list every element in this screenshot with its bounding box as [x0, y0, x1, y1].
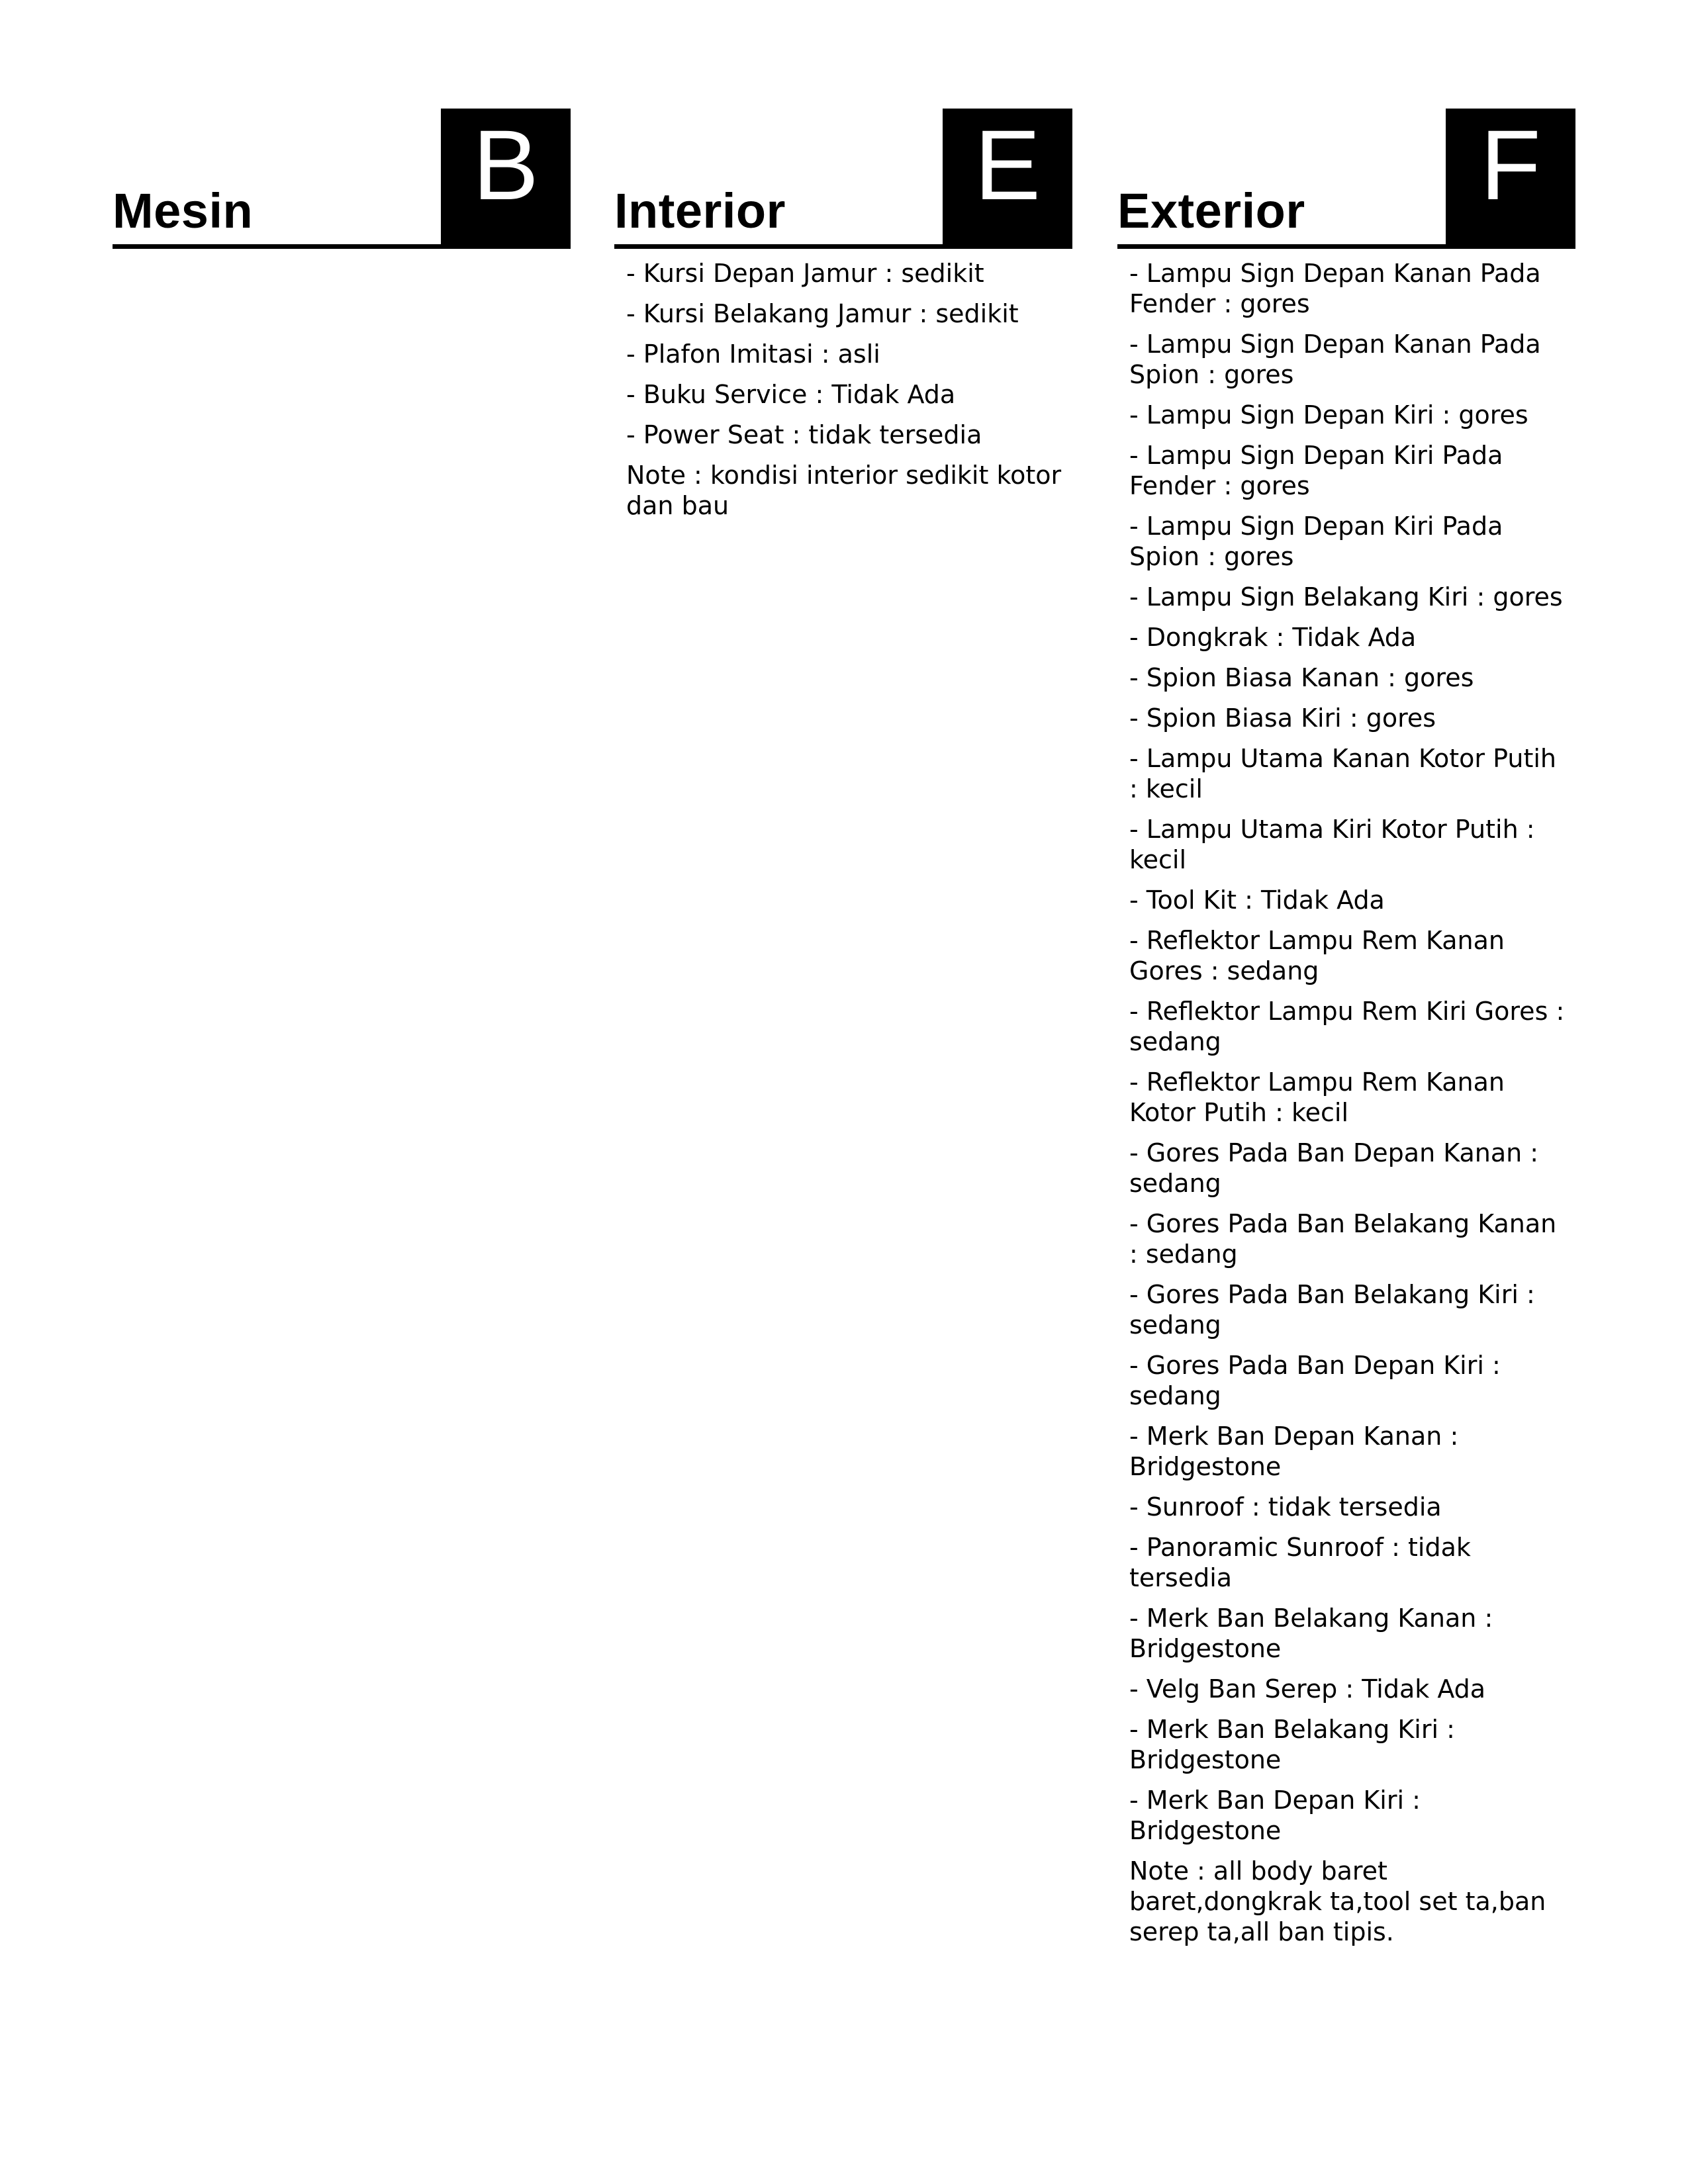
list-item: - Merk Ban Depan Kiri : Bridgestone [1129, 1786, 1421, 1845]
list-item: - Tool Kit : Tidak Ada [1129, 886, 1385, 915]
section-title: Exterior [1117, 183, 1305, 238]
exterior-note: Note : all body baret baret,dongkrak ta,tool set ta,ban serep ta,all ban tipis. [1129, 1856, 1546, 1946]
list-item: - Plafon Imitasi : asli [626, 340, 880, 369]
list-item: - Lampu Sign Depan Kiri : gores [1129, 400, 1528, 430]
list-item: - Gores Pada Ban Depan Kanan : sedang [1129, 1138, 1539, 1198]
list-item: - Dongkrak : Tidak Ada [1129, 623, 1417, 652]
list-item: - Kursi Belakang Jamur : sedikit [626, 299, 1019, 328]
list-item: - Lampu Utama Kiri Kotor Putih : kecil [1129, 815, 1535, 874]
section-title: Mesin [113, 183, 254, 238]
section-header [113, 109, 571, 249]
list-item: - Gores Pada Ban Belakang Kiri : sedang [1129, 1280, 1535, 1340]
section-interior [614, 109, 1072, 521]
list-item: - Lampu Sign Depan Kiri Pada Spion : gores [1129, 512, 1503, 571]
list-item: - Gores Pada Ban Belakang Kanan : sedang [1129, 1209, 1557, 1269]
list-item: - Reflektor Lampu Rem Kiri Gores : sedang [1129, 997, 1565, 1056]
section-header [1117, 109, 1575, 249]
exterior-item-list [1117, 249, 1575, 1846]
list-item: - Velg Ban Serep : Tidak Ada [1129, 1674, 1486, 1704]
list-item: - Merk Ban Belakang Kanan : Bridgestone [1129, 1604, 1493, 1663]
interior-item-list [614, 249, 1072, 450]
list-item: - Merk Ban Depan Kanan : Bridgestone [1129, 1422, 1459, 1481]
section-divider [614, 244, 1072, 249]
list-item: - Reflektor Lampu Rem Kanan Kotor Putih : kecil [1129, 1068, 1505, 1127]
section-header [614, 109, 1072, 249]
list-item: - Lampu Sign Depan Kanan Pada Spion : gores [1129, 330, 1541, 389]
list-item: - Sunroof : tidak tersedia [1129, 1492, 1442, 1522]
list-item: - Lampu Utama Kanan Kotor Putih : kecil [1129, 744, 1556, 803]
section-exterior [1117, 109, 1575, 1947]
list-item: - Spion Biasa Kiri : gores [1129, 704, 1436, 733]
list-item: - Lampu Sign Depan Kiri Pada Fender : gores [1129, 441, 1503, 500]
list-item: - Power Seat : tidak tersedia [626, 420, 982, 449]
interior-note: Note : kondisi interior sedikit kotor dan bau [626, 461, 1062, 520]
section-mesin [113, 109, 571, 258]
section-title: Interior [614, 183, 786, 238]
list-item: - Merk Ban Belakang Kiri : Bridgestone [1129, 1715, 1455, 1774]
list-item: - Lampu Sign Depan Kanan Pada Fender : gores [1129, 259, 1541, 318]
list-item: - Reflektor Lampu Rem Kanan Gores : sedang [1129, 926, 1505, 985]
list-item: - Spion Biasa Kanan : gores [1129, 663, 1474, 692]
list-item: - Gores Pada Ban Depan Kiri : sedang [1129, 1351, 1501, 1410]
section-letter-badge: F [1446, 109, 1575, 245]
section-divider [1117, 244, 1575, 249]
list-item: - Panoramic Sunroof : tidak tersedia [1129, 1533, 1471, 1592]
section-letter-badge: B [441, 109, 571, 245]
list-item: - Buku Service : Tidak Ada [626, 380, 956, 409]
section-letter-badge: E [943, 109, 1072, 245]
section-divider [113, 244, 571, 249]
list-item: - Lampu Sign Belakang Kiri : gores [1129, 582, 1563, 612]
list-item: - Kursi Depan Jamur : sedikit [626, 259, 984, 288]
mesin-item-list [113, 249, 571, 258]
